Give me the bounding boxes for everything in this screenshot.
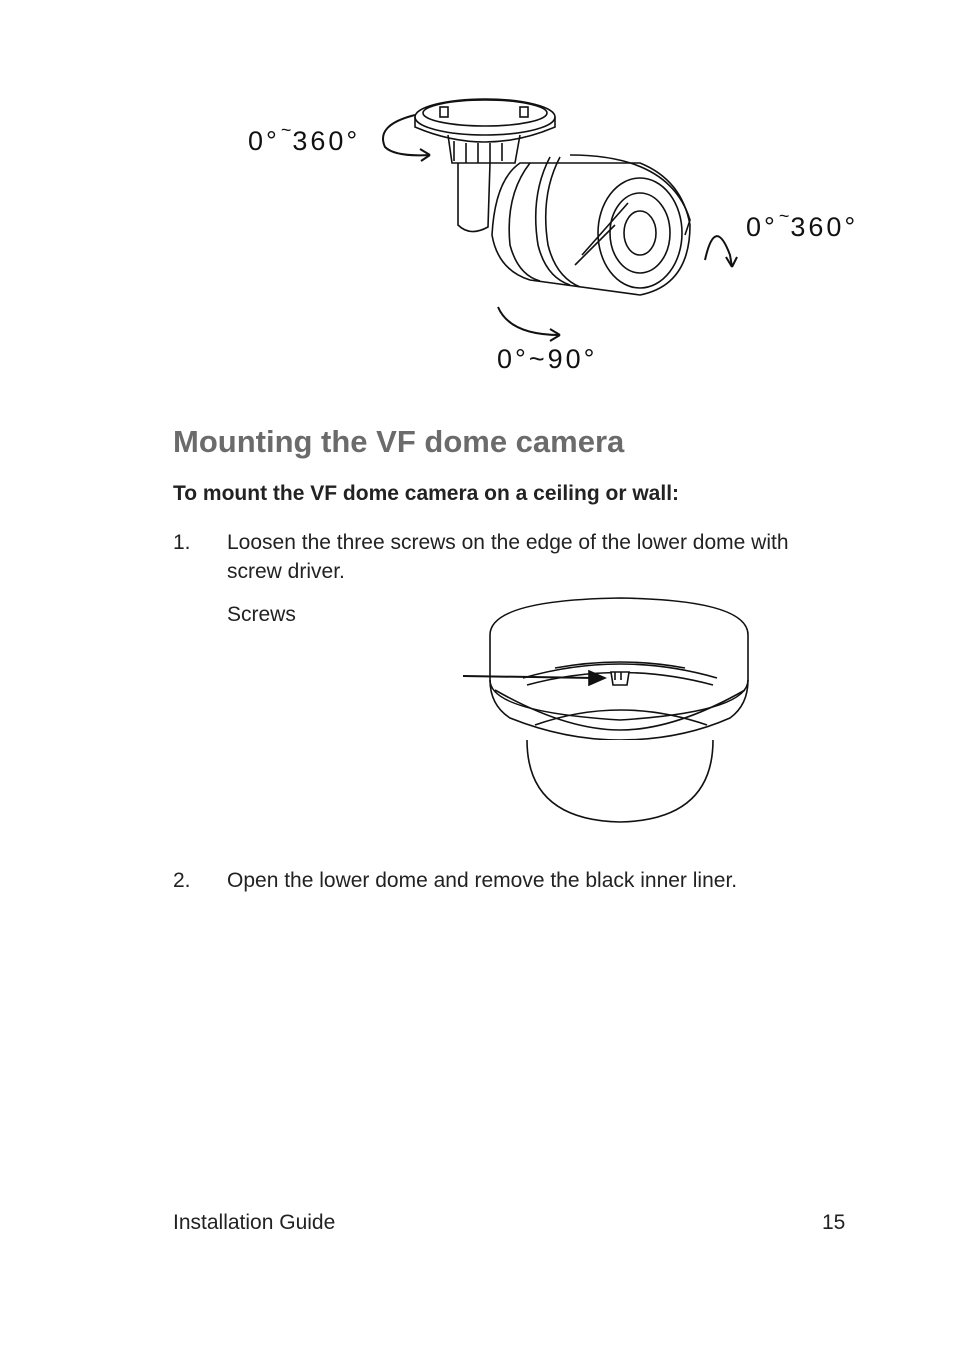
section-title: Mounting the VF dome camera (173, 424, 625, 459)
step-text-2: Open the lower dome and remove the black inner liner. (227, 869, 738, 892)
angle-label-tilt: 0°~90° (497, 344, 598, 374)
footer-guide-title: Installation Guide (173, 1211, 336, 1234)
angle-label-pan: 0°~360° (248, 120, 361, 156)
step-number-2: 2. (173, 869, 191, 892)
screws-caption: Screws (227, 603, 296, 626)
bullet-camera-illustration (370, 85, 780, 355)
dome-camera-illustration (455, 590, 755, 830)
page-number: 15 (822, 1211, 846, 1234)
angle-label-rotate: 0°~360° (746, 206, 859, 242)
section-subtitle: To mount the VF dome camera on a ceiling or wall: (173, 482, 680, 505)
step-number-1: 1. (173, 531, 191, 554)
step-text-1: Loosen the three screws on the edge of the lower dome with screw driver. (227, 531, 789, 583)
